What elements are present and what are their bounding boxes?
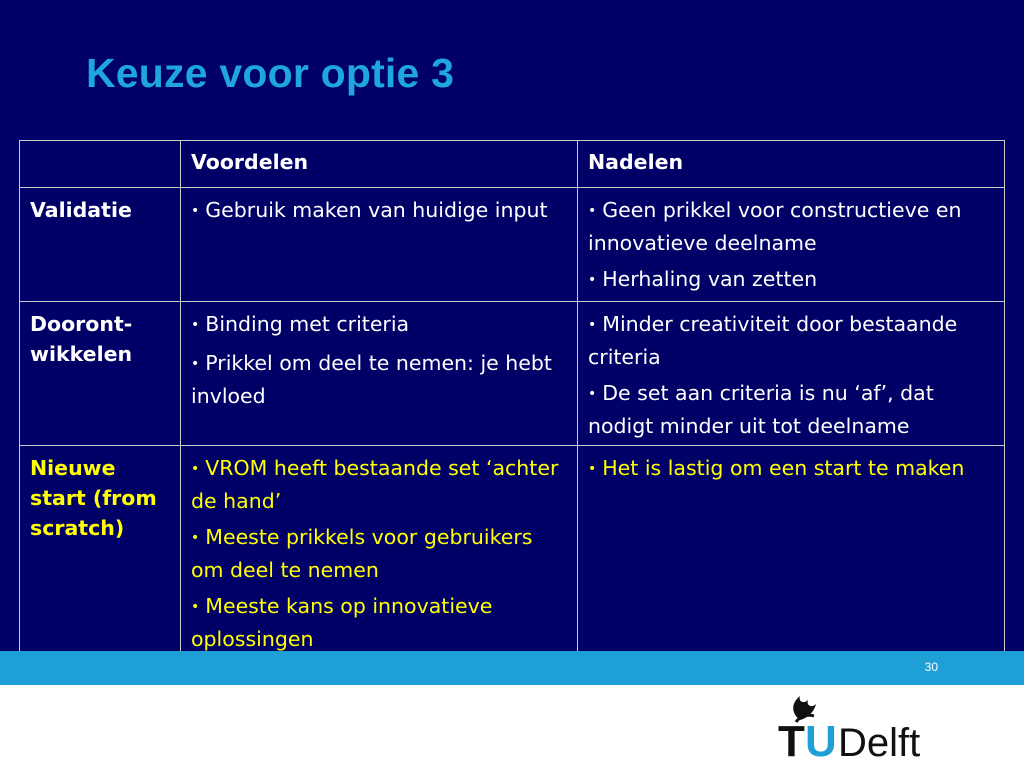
list-item bbox=[588, 378, 996, 441]
row-label-validatie: Validatie bbox=[20, 188, 181, 302]
item-text: Binding met criteria bbox=[205, 312, 410, 336]
list-item bbox=[191, 195, 569, 228]
item-text: Het is lastig om een start te maken bbox=[602, 456, 965, 480]
footer-band bbox=[0, 651, 1024, 685]
logo-word-delft: Delft bbox=[838, 721, 921, 762]
row-label-doorontwikkelen: Dooront-wikkelen bbox=[20, 302, 181, 446]
item-text: Herhaling van zetten bbox=[602, 267, 818, 291]
cell-voordelen bbox=[181, 446, 578, 659]
table-header-row bbox=[20, 141, 1005, 188]
table-row bbox=[20, 446, 1005, 659]
bullet-icon: • bbox=[588, 386, 597, 402]
bullet-icon: • bbox=[588, 203, 597, 219]
bullet-icon: • bbox=[191, 317, 200, 333]
row-label-nieuwe-start: Nieuwe start (from scratch) bbox=[20, 446, 181, 659]
item-text: Meeste prikkels voor gebruikers om deel te nemen bbox=[191, 525, 533, 582]
logo-letter-u: U bbox=[805, 717, 837, 762]
bullet-icon: • bbox=[191, 203, 200, 219]
item-text: VROM heeft bestaande set ‘achter de hand’ bbox=[191, 456, 559, 513]
bullet-icon: • bbox=[191, 530, 200, 546]
page-number: 30 bbox=[924, 660, 938, 674]
header-nadelen: Nadelen bbox=[578, 141, 1005, 188]
list-item bbox=[588, 264, 996, 297]
header-voordelen: Voordelen bbox=[181, 141, 578, 188]
bullet-icon: • bbox=[588, 272, 597, 288]
table-row bbox=[20, 188, 1005, 302]
comparison-table bbox=[19, 140, 1005, 659]
list-item bbox=[191, 453, 569, 516]
item-text: De set aan criteria is nu ‘af’, dat nodigt minder uit tot deelname bbox=[588, 381, 934, 438]
bullet-icon: • bbox=[588, 317, 597, 333]
list-item bbox=[588, 195, 996, 258]
list-item bbox=[191, 522, 569, 585]
cell-nadelen bbox=[578, 188, 1005, 302]
cell-nadelen bbox=[578, 446, 1005, 659]
item-text: Minder creativiteit door bestaande criteria bbox=[588, 312, 958, 369]
bullet-icon: • bbox=[191, 461, 200, 477]
slide-title: Keuze voor optie 3 bbox=[86, 50, 455, 96]
bullet-icon: • bbox=[588, 461, 597, 477]
list-item bbox=[588, 309, 996, 372]
tu-delft-logo bbox=[778, 690, 948, 762]
list-item bbox=[191, 309, 569, 342]
item-text: Gebruik maken van huidige input bbox=[205, 198, 548, 222]
item-text: Prikkel om deel te nemen: je hebt invloed bbox=[191, 351, 552, 408]
item-text: Geen prikkel voor constructieve en innovatieve deelname bbox=[588, 198, 962, 255]
list-item bbox=[588, 453, 996, 486]
bullet-icon: • bbox=[191, 599, 200, 615]
logo-letter-t: T bbox=[778, 717, 805, 762]
header-empty bbox=[20, 141, 181, 188]
bullet-icon: • bbox=[191, 356, 200, 372]
list-item bbox=[191, 348, 569, 411]
list-item bbox=[191, 591, 569, 654]
table-row bbox=[20, 302, 1005, 446]
cell-voordelen bbox=[181, 302, 578, 446]
cell-voordelen bbox=[181, 188, 578, 302]
cell-nadelen bbox=[578, 302, 1005, 446]
item-text: Meeste kans op innovatieve oplossingen bbox=[191, 594, 493, 651]
